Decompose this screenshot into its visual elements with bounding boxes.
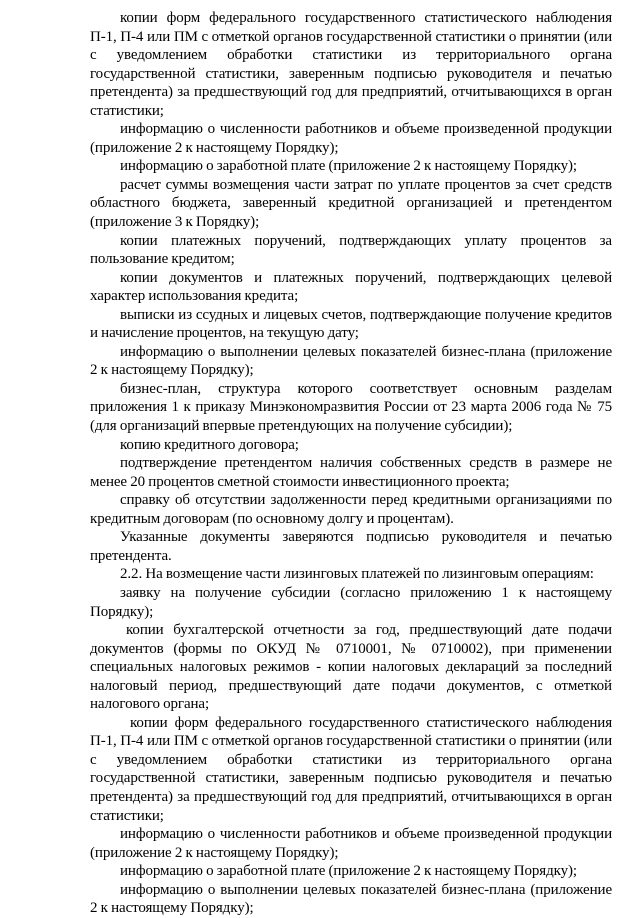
section-heading-leasing: 2.2. На возмещение части лизинговых платежей по лизинговым операциям:: [120, 566, 594, 583]
paragraph-statistics-forms-leasing: копии форм федерального государственного статистического наблюдения П-1, П-4 или ПМ с отметкой органов государственной статистики о принятии (или с уведомлением обработки статистики из территориального органа государственной статистики, заверенным подписью руководителя и печатью претендента) за предшествующий год для предприятий, отчитывающихся в орган статистики;: [90, 714, 612, 824]
paragraph-salary-info-leasing: информацию о заработной плате (приложение 2 к настоящему Порядку);: [120, 863, 577, 880]
paragraph-account-statements: выписки из ссудных и лицевых счетов, подтверждающие получение кредитов и начисление процентов, на текущую дату;: [90, 306, 612, 342]
paragraph-statistics-forms: копии форм федерального государственного статистического наблюдения П-1, П-4 или ПМ с отметкой органов государственной статистики о принятии (или с уведомлением обработки статистики из территориального органа государственной статистики, заверенным подписью руководителя и печатью претендента) за предшествующий год для предприятий, отчитывающихся в орган статистики;: [90, 10, 612, 119]
paragraph-business-plan-targets: информацию о выполнении целевых показателей бизнес-плана (приложение 2 к настоящему Порядку);: [90, 343, 612, 379]
paragraph-documents-certification: Указанные документы заверяются подписью руководителя и печатью претендента.: [90, 529, 612, 564]
paragraph-employees-info: информацию о численности работников и объеме произведенной продукции (приложение 2 к настоящему Порядку);: [90, 121, 612, 156]
paragraph-salary-info: информацию о заработной плате (приложение 2 к настоящему Порядку);: [120, 158, 577, 175]
paragraph-credit-agreement: копию кредитного договора;: [120, 436, 299, 453]
paragraph-business-plan: бизнес-план, структура которого соответствует основным разделам приложения 1 к приказу Минэкономразвития России от 23 марта 2006 года № 75 (для организаций впервые претендующих на получение субсидии);: [90, 380, 612, 435]
paragraph-own-funds: подтверждение претендентом наличия собственных средств в размере не менее 20 процентов сметной стоимости инвестиционного проекта;: [90, 455, 612, 490]
paragraph-credit-purpose-docs: копии документов и платежных поручений, подтверждающих целевой характер использования кредита;: [90, 269, 612, 305]
paragraph-no-debt-certificate: справку об отсутствии задолженности перед кредитными организациями по кредитным договорам (по основному долгу и процентам).: [90, 492, 612, 527]
document-page: [90, 9, 612, 918]
paragraph-accounting-reports: копии бухгалтерской отчетности за год, предшествующий дате подачи документов (формы по ОКУД № 0710001, № 0710002), при применении специальных налоговых режимов - копии налоговых деклараций за последний налоговый период, предшествующий дате подачи документов, с отметкой налогового органа;: [90, 622, 612, 713]
paragraph-business-plan-targets-leasing: информацию о выполнении целевых показателей бизнес-плана (приложение 2 к настоящему Порядку);: [90, 881, 612, 917]
paragraph-employees-info-leasing: информацию о численности работников и объеме произведенной продукции (приложение 2 к настоящему Порядку);: [90, 826, 612, 861]
paragraph-interest-calculation: расчет суммы возмещения части затрат по уплате процентов за счет средств областного бюджета, заверенный кредитной организацией и претендентом (приложение 3 к Порядку);: [90, 176, 612, 231]
paragraph-payment-orders: копии платежных поручений, подтверждающих уплату процентов за пользование кредитом;: [90, 232, 612, 268]
paragraph-subsidy-application: заявку на получение субсидии (согласно приложению 1 к настоящему Порядку);: [90, 584, 612, 620]
